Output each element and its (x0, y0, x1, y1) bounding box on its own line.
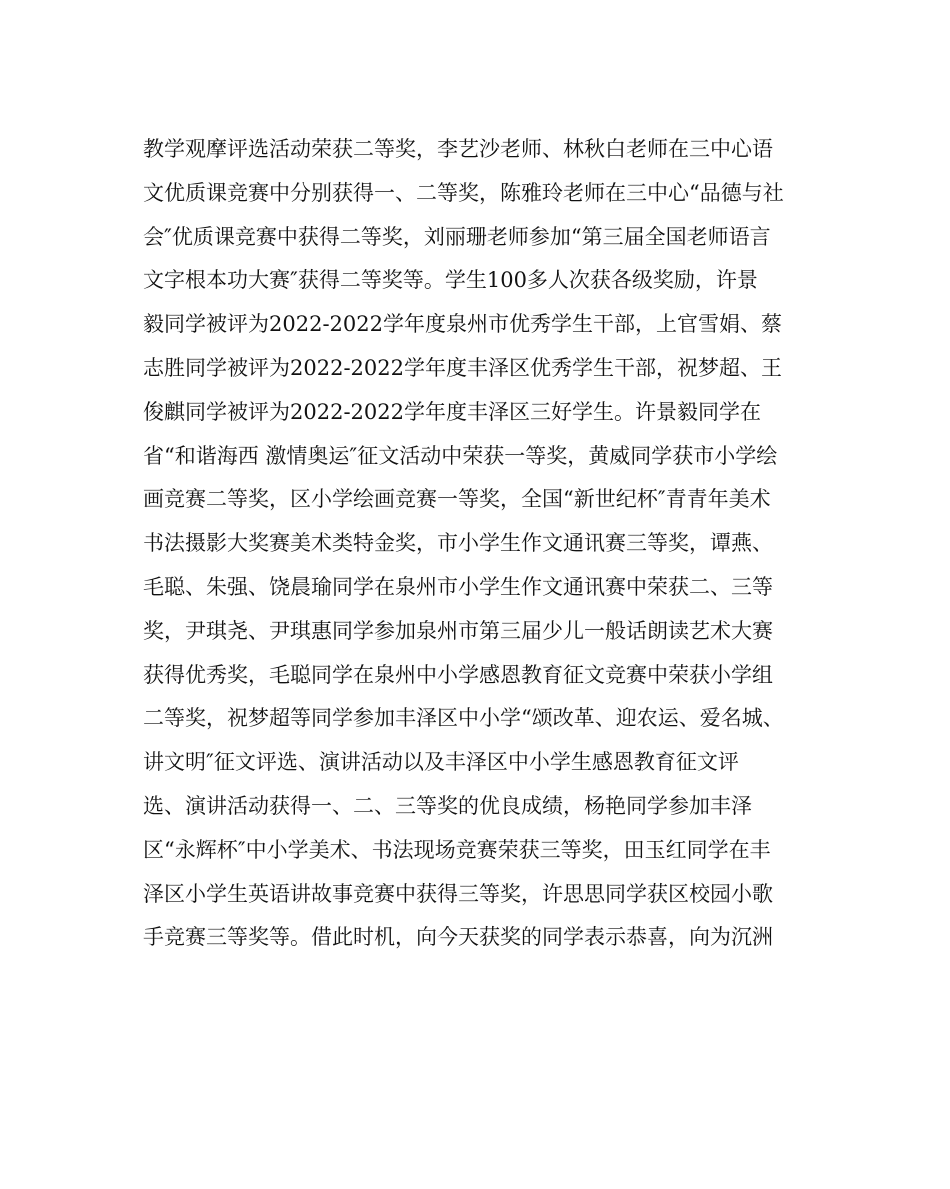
text-line: 画竞赛二等奖，区小学绘画竞赛一等奖，全国“新世纪杯″青青年美术 (143, 487, 771, 512)
text-line: 毅同学被评为2022-2022学年度泉州市优秀学生干部，上官雪娟、蔡 (143, 312, 782, 337)
body-paragraph (143, 128, 823, 960)
text-line: 二等奖，祝梦超等同学参加丰泽区中小学“颂改革、迎农运、爱名城、 (143, 706, 784, 731)
text-line: 区“永辉杯″中小学美术、书法现场竞赛荣获三等奖，田玉红同学在丰 (143, 837, 771, 862)
text-line: 文字根本功大赛″获得二等奖等。学生100多人次获各级奖励，许景 (143, 268, 758, 293)
text-line: 获得优秀奖，毛聪同学在泉州中小学感恩教育征文竞赛中荣获小学组 (143, 662, 773, 687)
text-line: 会″优质课竞赛中获得二等奖，刘丽珊老师参加“第三届全国老师语言 (143, 224, 771, 249)
text-line: 文优质课竞赛中分别获得一、二等奖，陈雅玲老师在三中心“品德与社 (143, 180, 784, 205)
text-line: 教学观摩评选活动荣获二等奖，李艺沙老师、林秋白老师在三中心语 (143, 137, 773, 161)
text-line: 奖，尹琪尧、尹琪惠同学参加泉州市第三届少儿一般话朗读艺术大赛 (143, 618, 773, 643)
text-line: 选、演讲活动获得一、二、三等奖的优良成绩，杨艳同学参加丰泽 (143, 793, 752, 818)
text-line: 泽区小学生英语讲故事竞赛中获得三等奖，许思思同学获区校园小歌 (143, 881, 773, 906)
text-line: 讲文明″征文评选、演讲活动以及丰泽区中小学生感恩教育征文评 (143, 750, 739, 775)
text-line: 手竞赛三等奖等。借此时机，向今天获奖的同学表示恭喜，向为沉洲 (143, 925, 773, 950)
text-line: 省“和谐海西 激情奥运″征文活动中荣获一等奖，黄威同学获市小学绘 (143, 443, 778, 468)
text-line: 书法摄影大奖赛美术类特金奖，市小学生作文通讯赛三等奖，谭燕、 (143, 531, 773, 556)
text-line: 俊麒同学被评为2022-2022学年度丰泽区三好学生。许景毅同学在 (143, 399, 761, 424)
text-line: 毛聪、朱强、饶晨瑜同学在泉州市小学生作文通讯赛中荣获二、三等 (143, 574, 773, 599)
text-line: 志胜同学被评为2022-2022学年度丰泽区优秀学生干部，祝梦超、王 (143, 355, 782, 380)
